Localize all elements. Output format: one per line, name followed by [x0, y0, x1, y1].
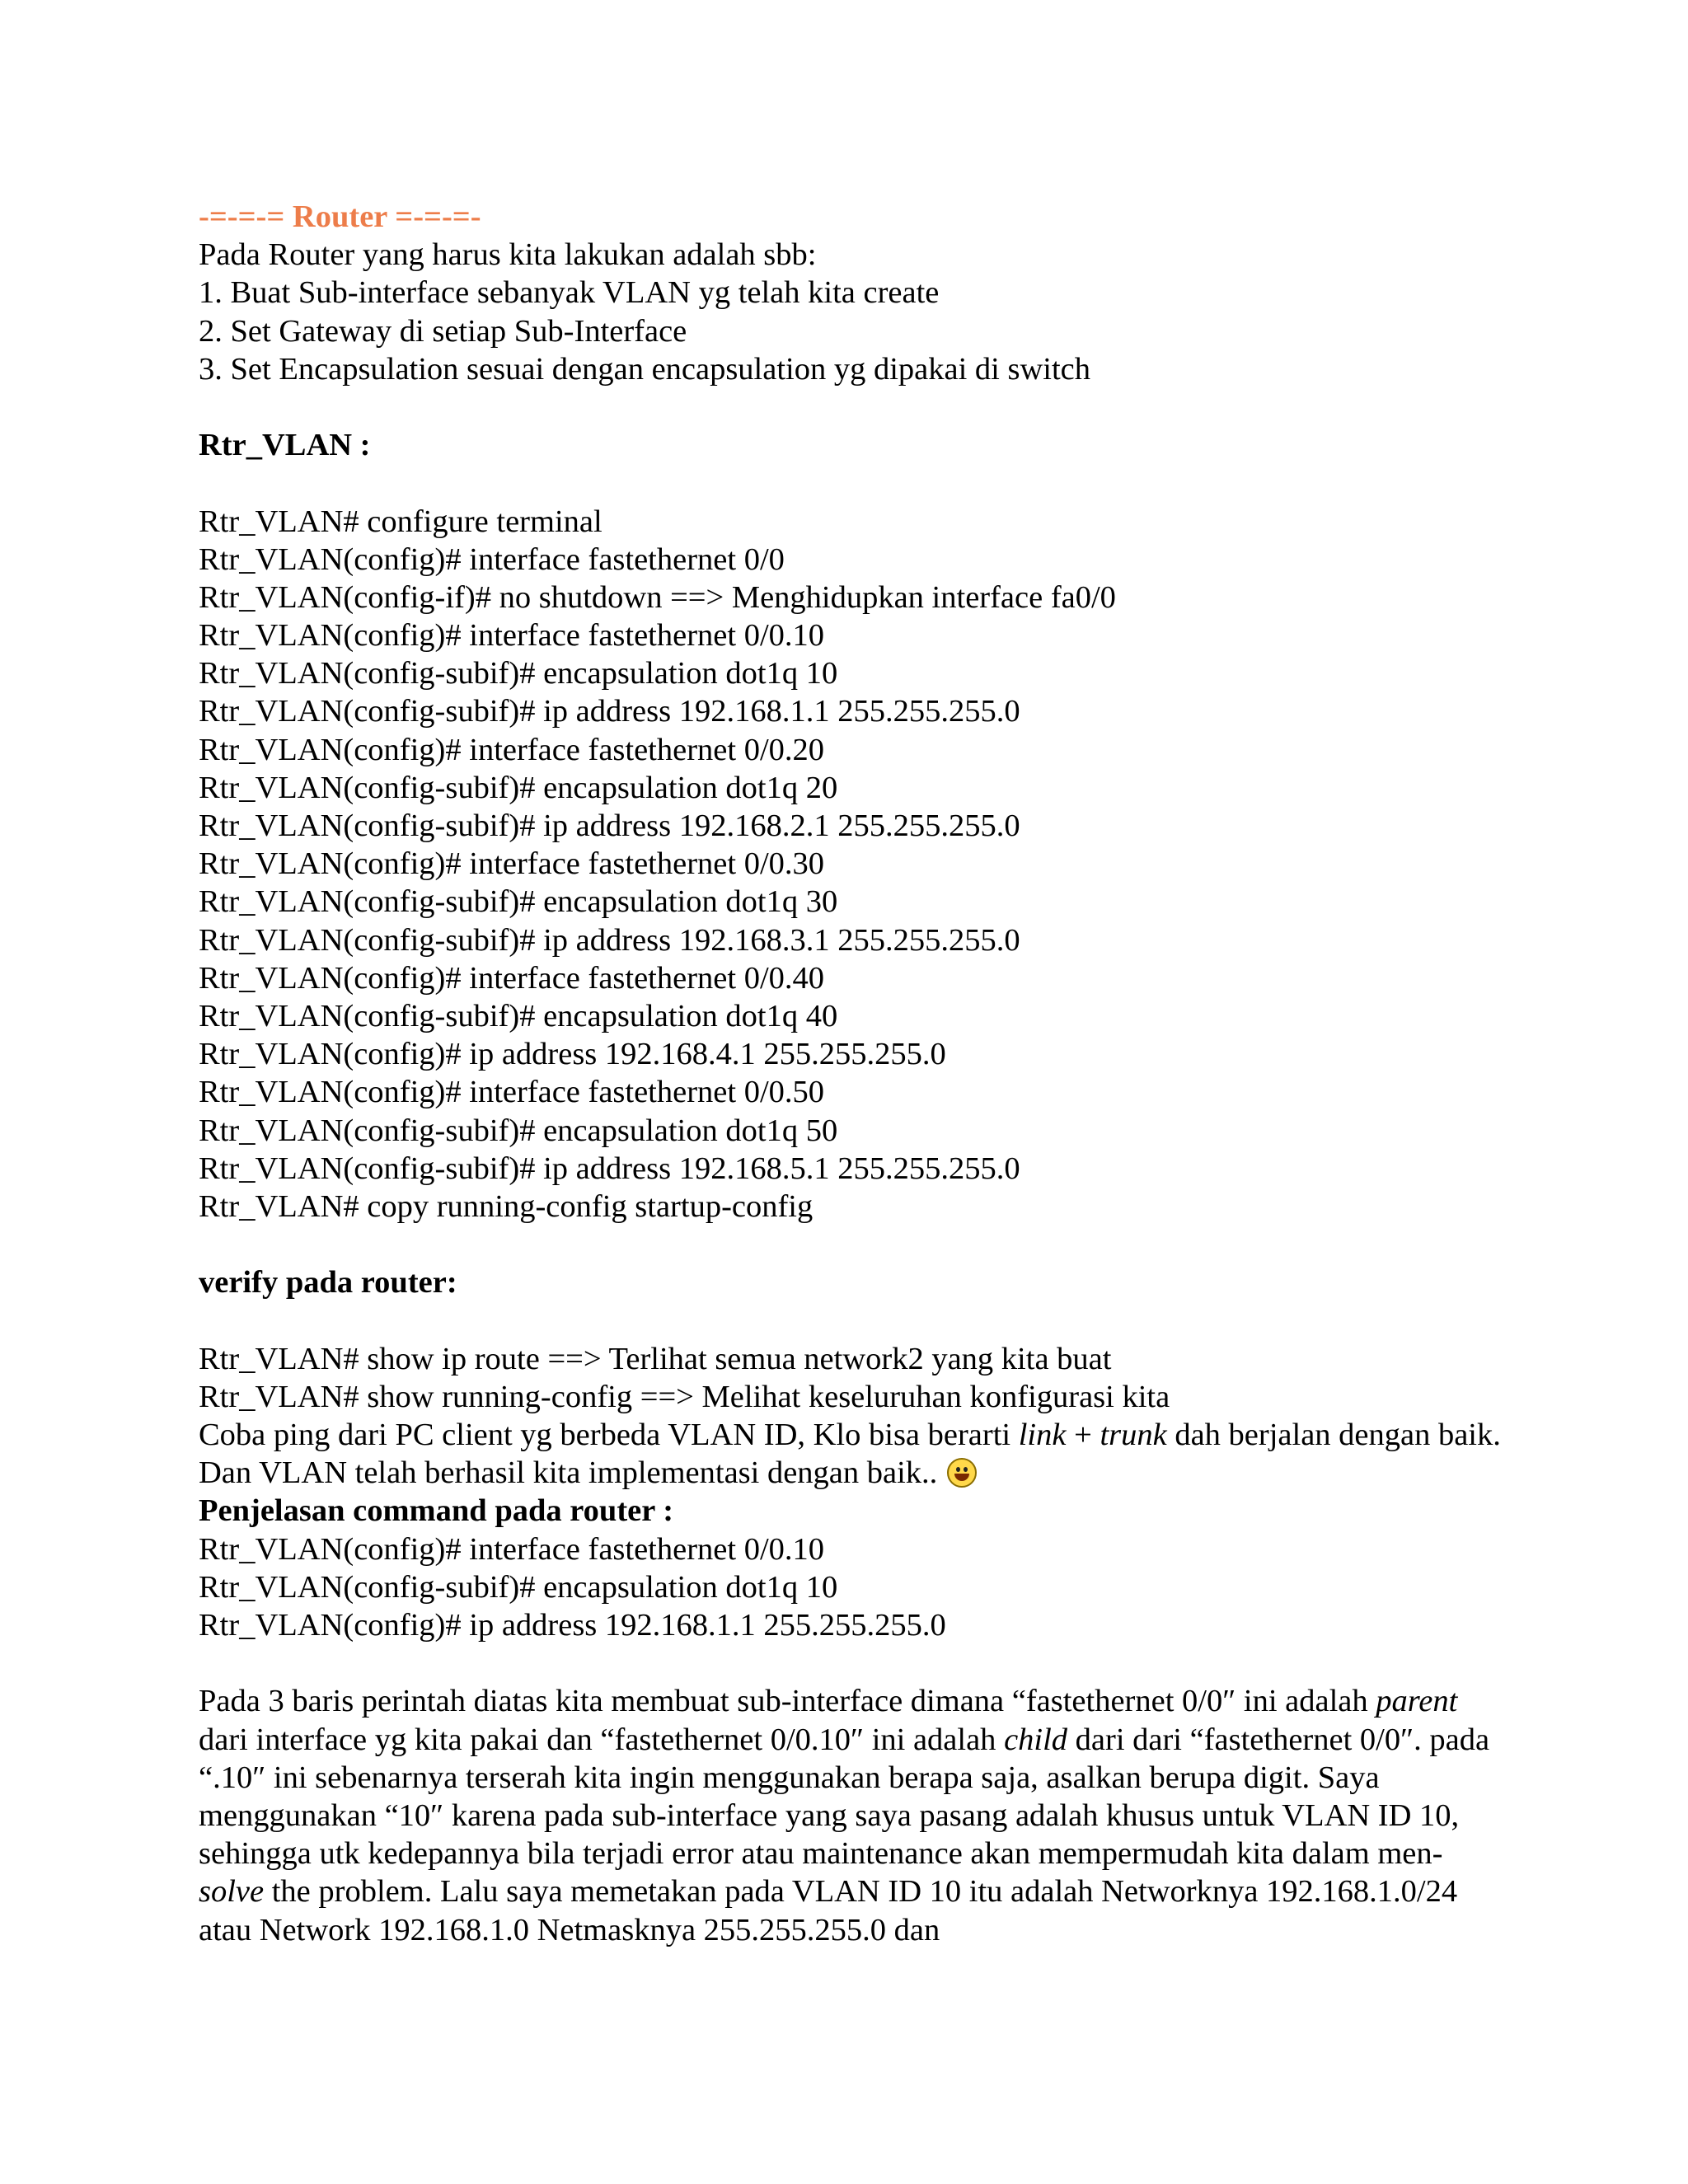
config-command: Rtr_VLAN(config-if)# no shutdown ==> Menghidupkan interface fa0/0 — [199, 579, 1116, 615]
paragraph-text: dari interface yg kita pakai dan “fastethernet 0/0.10″ ini adalah — [199, 1722, 1005, 1757]
intro-step: 1. Buat Sub-interface sebanyak VLAN yg telah kita create — [199, 275, 940, 311]
verify-command: Rtr_VLAN# show ip route ==> Terlihat semua network2 yang kita buat — [199, 1341, 1112, 1376]
intro-step: 3. Set Encapsulation sesuai dengan encapsulation yg dipakai di switch — [199, 351, 1091, 387]
emphasis-trunk: trunk — [1100, 1418, 1167, 1452]
verify-command: Rtr_VLAN# show running-config ==> Melihat keseluruhan konfigurasi kita — [199, 1379, 1170, 1414]
config-command: Rtr_VLAN(config-subif)# ip address 192.168.5.1 255.255.255.0 — [199, 1151, 1020, 1186]
spacer — [199, 1644, 1501, 1682]
ping-text: Coba ping dari PC client yg berbeda VLAN ID, Klo bisa berarti — [199, 1418, 1019, 1452]
config-command: Rtr_VLAN(config-subif)# ip address 192.168.2.1 255.255.255.0 — [199, 808, 1020, 843]
config-command: Rtr_VLAN(config-subif)# encapsulation dot1q 40 — [199, 998, 838, 1033]
config-command: Rtr_VLAN(config)# interface fastethernet 0/0.20 — [199, 732, 825, 767]
paragraph-text: dari dari “fastethernet 0/0″. pada “.10″ ini sebenarnya terserah kita ingin menggunakan berapa saja, asalkan berupa digit. Saya menggunakan “10″ karena pada sub-interface yang saya pasang adalah khusus untuk VLAN ID 10, sehingga utk kedepannya bila terjadi error atau maintenance akan mempermudah kita dalam men- — [199, 1722, 1490, 1872]
config-command: Rtr_VLAN# copy running-config startup-config — [199, 1188, 814, 1224]
explain-command: Rtr_VLAN(config)# ip address 192.168.1.1 255.255.255.0 — [199, 1607, 946, 1643]
config-command: Rtr_VLAN(config)# interface fastethernet 0/0.40 — [199, 960, 825, 996]
paragraph-text: Pada 3 baris perintah diatas kita membuat sub-interface dimana “fastethernet 0/0″ ini adalah — [199, 1684, 1376, 1719]
config-command: Rtr_VLAN(config-subif)# encapsulation dot1q 10 — [199, 656, 838, 691]
ping-paragraph — [199, 1416, 1501, 1492]
config-command-list — [199, 503, 1501, 1226]
config-command: Rtr_VLAN(config)# interface fastethernet 0/0.30 — [199, 846, 825, 882]
spacer — [199, 388, 1501, 426]
config-command: Rtr_VLAN(config-subif)# encapsulation dot1q 50 — [199, 1113, 838, 1148]
explain-command: Rtr_VLAN(config)# interface fastethernet 0/0.10 — [199, 1531, 825, 1567]
spacer — [199, 1226, 1501, 1263]
config-command: Rtr_VLAN(config-subif)# ip address 192.168.3.1 255.255.255.0 — [199, 922, 1020, 958]
ping-text: + — [1066, 1418, 1100, 1452]
rtr-vlan-heading: Rtr_VLAN : — [199, 428, 371, 463]
spacer — [199, 464, 1501, 502]
config-command: Rtr_VLAN# configure terminal — [199, 504, 603, 539]
config-command: Rtr_VLAN(config)# ip address 192.168.4.1 255.255.255.0 — [199, 1037, 946, 1072]
config-command: Rtr_VLAN(config)# interface fastethernet 0/0.10 — [199, 618, 825, 654]
emphasis-parent: parent — [1376, 1684, 1458, 1719]
explain-command: Rtr_VLAN(config-subif)# encapsulation dot1q 10 — [199, 1569, 838, 1605]
config-command: Rtr_VLAN(config)# interface fastethernet 0/0.50 — [199, 1075, 825, 1110]
intro-step: 2. Set Gateway di setiap Sub-Interface — [199, 313, 687, 349]
intro-lead: Pada Router yang harus kita lakukan adalah sbb: — [199, 237, 817, 273]
config-command: Rtr_VLAN(config-subif)# encapsulation dot1q 20 — [199, 770, 838, 805]
explain-heading: Penjelasan command pada router : — [199, 1493, 674, 1529]
verify-heading: verify pada router: — [199, 1265, 457, 1301]
config-command: Rtr_VLAN(config-subif)# encapsulation dot1q 30 — [199, 884, 838, 920]
emphasis-solve: solve — [199, 1874, 265, 1910]
document-page — [199, 198, 1501, 1949]
spacer — [199, 1301, 1501, 1339]
emphasis-link: link — [1018, 1418, 1067, 1452]
config-command: Rtr_VLAN(config-subif)# ip address 192.168.1.1 255.255.255.0 — [199, 694, 1020, 729]
final-paragraph — [199, 1682, 1501, 1948]
config-command: Rtr_VLAN(config)# interface fastethernet 0/0 — [199, 541, 785, 577]
smiley-face-icon — [947, 1458, 977, 1488]
emphasis-child: child — [1004, 1722, 1068, 1757]
ping-text: dah berjalan dengan baik. Dan VLAN telah berhasil kita implementasi dengan baik.. — [199, 1418, 1501, 1491]
paragraph-text: the problem. Lalu saya memetakan pada VLAN ID 10 itu adalah Networknya 192.168.1.0/24 atau Network 192.168.1.0 Netmasknya 255.255.255.0 dan — [199, 1874, 1458, 1947]
router-heading: -=-=-= Router =-=-=- — [199, 199, 481, 234]
